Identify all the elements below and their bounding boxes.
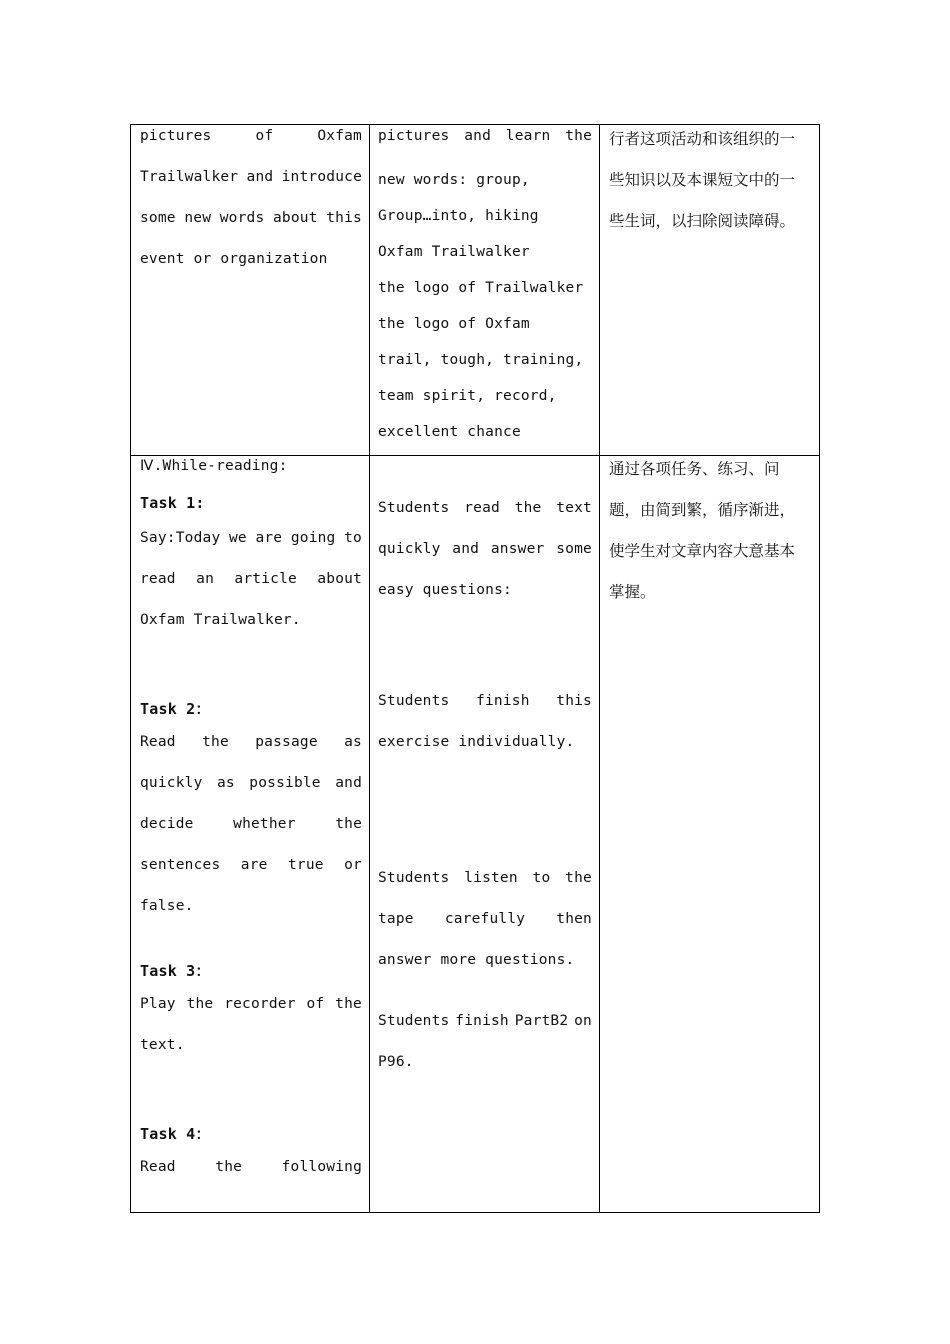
justified-line [140,210,362,226]
word: an [196,571,215,587]
text-line [378,1013,592,1029]
word: about [317,571,362,587]
word: article [234,571,297,587]
text-line [140,128,362,144]
word: and [246,169,274,185]
line-text: team spirit, record, [378,388,557,404]
justified-line [140,734,362,750]
text-line [140,494,362,512]
line-text: false. [140,898,194,914]
word: whether [233,816,296,832]
word: the [514,500,542,516]
text-line [609,127,817,149]
justified-line [140,775,362,791]
text-line [609,498,817,520]
word: decide [140,816,194,832]
word: the [335,996,362,1012]
text-line [140,530,362,546]
text-line [609,539,817,561]
word: passage [255,734,318,750]
line-text: 些生词，以扫除阅读障碍。 [609,212,796,230]
justified-line [140,128,362,144]
word: the [186,996,214,1012]
text-line [378,541,592,557]
word: then [556,911,592,927]
justified-line [140,1159,362,1175]
text-line [378,693,592,709]
task-title: Task 2： [140,700,211,718]
line-text: event or organization [140,251,328,267]
word: Say:Today [140,530,221,546]
word: Students [378,693,450,709]
line-text: 通过各项任务、练习、问 [609,460,780,478]
word: and [464,128,492,144]
word: some [140,210,176,226]
word: pictures [140,128,212,144]
word: are [240,857,268,873]
justified-line [140,530,362,546]
word: recorder [224,996,296,1012]
justified-line [140,857,362,873]
line-text: exercise individually. [378,734,575,750]
justified-line [140,169,362,185]
word: and [335,775,362,791]
line-text: Oxfam Trailwalker [378,244,530,260]
text-line [140,996,362,1012]
word: as [344,734,362,750]
text-line [140,612,362,628]
word: sentences [140,857,221,873]
line-text: easy questions: [378,582,512,598]
word: and [452,541,480,557]
text-line [140,458,362,474]
line-text: 题，由简到繁，循序渐进， [609,501,796,519]
text-line [140,571,362,587]
line-text: the logo of Oxfam [378,316,530,332]
text-line [140,251,362,267]
word: Trailwalker [140,169,239,185]
word: to [344,530,362,546]
justified-line [140,816,362,832]
text-line [609,168,817,190]
word: going [290,530,336,546]
word: text [556,500,592,516]
justified-line [378,1013,592,1029]
word: about [272,210,318,226]
line-text: the logo of Trailwalker [378,280,584,296]
word: are [255,530,283,546]
line-text: new words: group, [378,172,530,188]
word: quickly [378,541,441,557]
text-line [609,209,817,231]
text-line [140,169,362,185]
word: Students [378,870,450,886]
text-line [140,898,362,914]
text-line [140,734,362,750]
justified-line [378,693,592,709]
word: this [326,210,362,226]
text-line [378,352,592,368]
justified-line [378,911,592,927]
line-text: 些知识以及本课短文中的一 [609,171,796,189]
word: words [219,210,265,226]
line-text: text. [140,1037,185,1053]
word: pictures [378,128,450,144]
lesson-plan-table [130,124,820,1213]
line-text: answer more questions. [378,952,575,968]
word: possible [249,775,321,791]
text-line [378,734,592,750]
word: Students [378,1013,450,1029]
justified-line [378,541,592,557]
word: Read [140,1159,176,1175]
justified-line [378,128,592,144]
justified-line [140,571,362,587]
row-divider [131,455,819,456]
word: as [216,775,235,791]
text-line [140,816,362,832]
text-line [378,870,592,886]
text-line [140,698,362,719]
column-divider [369,125,370,1212]
word: introduce [281,169,362,185]
word: PartB2 [514,1013,569,1029]
word: we [228,530,247,546]
word: Oxfam [317,128,362,144]
line-text: Ⅳ.While-reading: [140,458,288,474]
task-title: Task 1: [140,494,205,512]
word: or [344,857,362,873]
word: carefully [444,911,526,927]
word: the [565,870,592,886]
word: learn [505,128,551,144]
line-text: trail, tough, training, [378,352,584,368]
text-line [140,1159,362,1175]
text-line [378,316,592,332]
text-line [378,128,592,144]
word: the [215,1159,243,1175]
line-text: 使学生对文章内容大意基本 [609,542,796,560]
word: quickly [140,775,203,791]
line-text: Oxfam Trailwalker. [140,612,301,628]
word: read [464,500,500,516]
word: the [202,734,229,750]
word: read [140,571,176,587]
text-line [378,244,592,260]
word: of [306,996,325,1012]
text-line [140,210,362,226]
text-line [378,280,592,296]
word: finish [476,693,530,709]
text-line [140,1123,362,1144]
line-text: Group…into, hiking [378,208,539,224]
task-title: Task 3： [140,962,211,980]
line-text: 掌握。 [609,583,656,601]
text-line [140,960,362,981]
text-line [378,424,592,440]
task-title: Task 4： [140,1125,211,1143]
word: Play [140,996,176,1012]
text-line [609,457,817,479]
text-line [140,1037,362,1053]
text-line [378,911,592,927]
word: on [574,1013,592,1029]
justified-line [140,996,362,1012]
text-line [140,857,362,873]
text-line [378,952,592,968]
word: new [184,210,212,226]
word: true [287,857,324,873]
word: the [335,816,362,832]
text-line [378,582,592,598]
word: answer [490,541,545,557]
word: some [556,541,592,557]
word: to [532,870,551,886]
text-line [378,500,592,516]
text-line [140,775,362,791]
text-line [378,208,592,224]
word: the [565,128,592,144]
word: of [255,128,274,144]
text-line [378,172,592,188]
line-text: P96. [378,1054,414,1070]
justified-line [378,870,592,886]
word: finish [455,1013,509,1029]
line-text: excellent chance [378,424,521,440]
line-text: 行者这项活动和该组织的一 [609,130,796,148]
word: Read [140,734,176,750]
word: tape [378,911,414,927]
word: listen [464,870,518,886]
word: following [281,1159,362,1175]
justified-line [378,500,592,516]
text-line [609,580,817,602]
column-divider [599,125,600,1212]
text-line [378,1054,592,1070]
word: Students [378,500,450,516]
word: this [556,693,592,709]
text-line [378,388,592,404]
